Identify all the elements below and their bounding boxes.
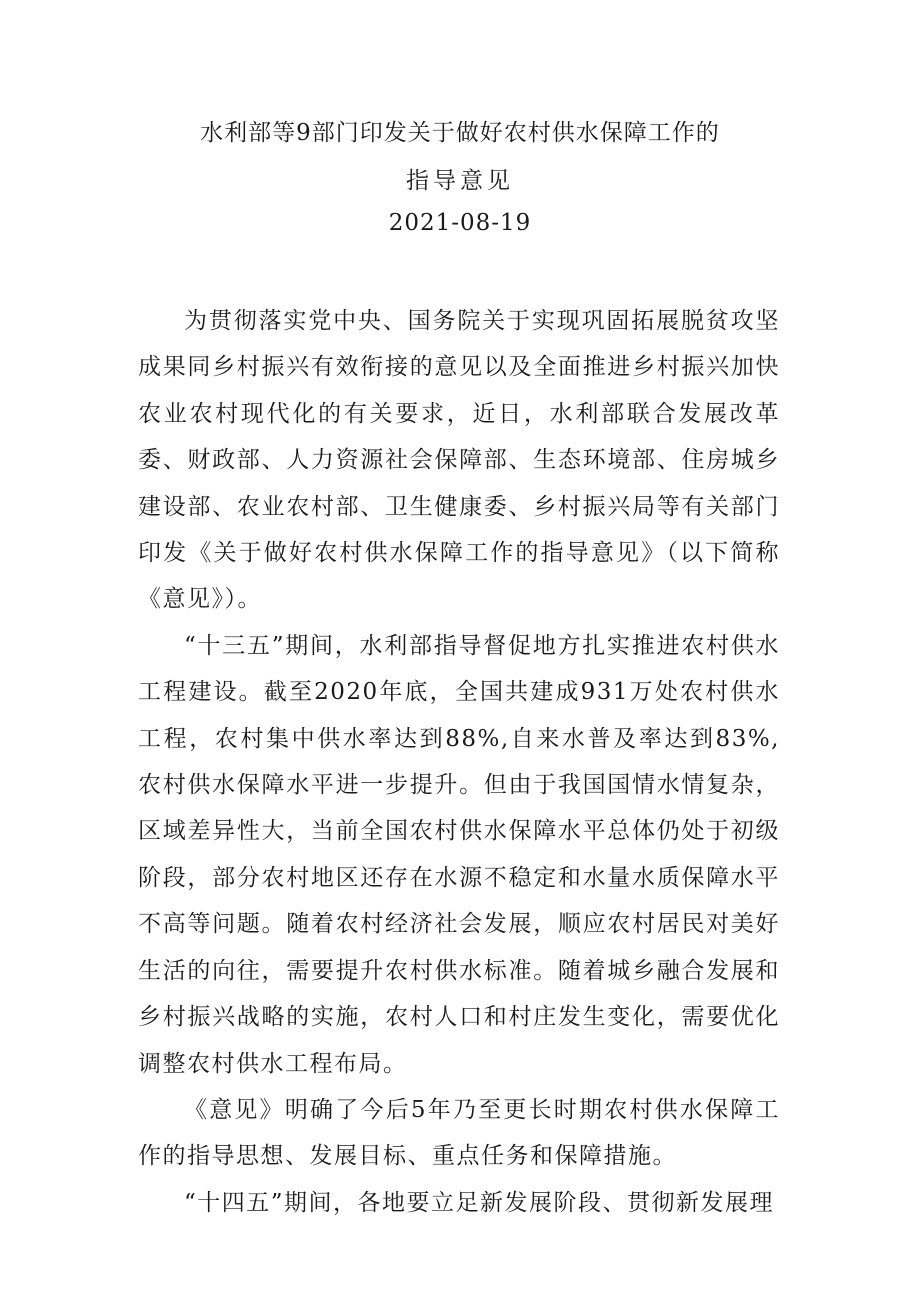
document-title-line-1: 水利部等9部门印发关于做好农村供水保障工作的 xyxy=(200,120,720,146)
document-body xyxy=(138,298,780,1226)
paragraph-13th-five-year: “十三五”期间，水利部指导督促地方扎实推进农村供水工程建设。截至2020年底，全国共建成931万处农村供水工程，农村集中供水率达到88%,自来水普及率达到83%,农村供水保障水平进一步提升。但由于我国国情水情复杂，区域差异性大，当前全国农村供水保障水平总体仍处于初级阶段，部分农村地区还存在水源不稳定和水量水质保障水平不高等问题。随着农村经济社会发展，顺应农村居民对美好生活的向往，需要提升农村供水标准。随着城乡融合发展和乡村振兴战略的实施，农村人口和村庄发生变化，需要优化调整农村供水工程布局。 xyxy=(138,632,780,1077)
paragraph-intro: 为贯彻落实党中央、国务院关于实现巩固拓展脱贫攻坚成果同乡村振兴有效衔接的意见以及全面推进乡村振兴加快农业农村现代化的有关要求，近日，水利部联合发展改革委、财政部、人力资源社会保障部、生态环境部、住房城乡建设部、农业农村部、卫生健康委、乡村振兴局等有关部门印发《关于做好农村供水保障工作的指导意见》（以下简称《意见》）。 xyxy=(138,308,780,613)
paragraph-opinion-summary: 《意见》明确了今后5年乃至更长时期农村供水保障工作的指导思想、发展目标、重点任务和保障措施。 xyxy=(138,1096,780,1170)
document-date: 2021-08-19 xyxy=(388,210,532,236)
paragraph-14th-five-year: “十四五”期间，各地要立足新发展阶段、贯彻新发展理 xyxy=(184,1189,775,1216)
document-title-line-2: 指导意见 xyxy=(406,168,514,194)
